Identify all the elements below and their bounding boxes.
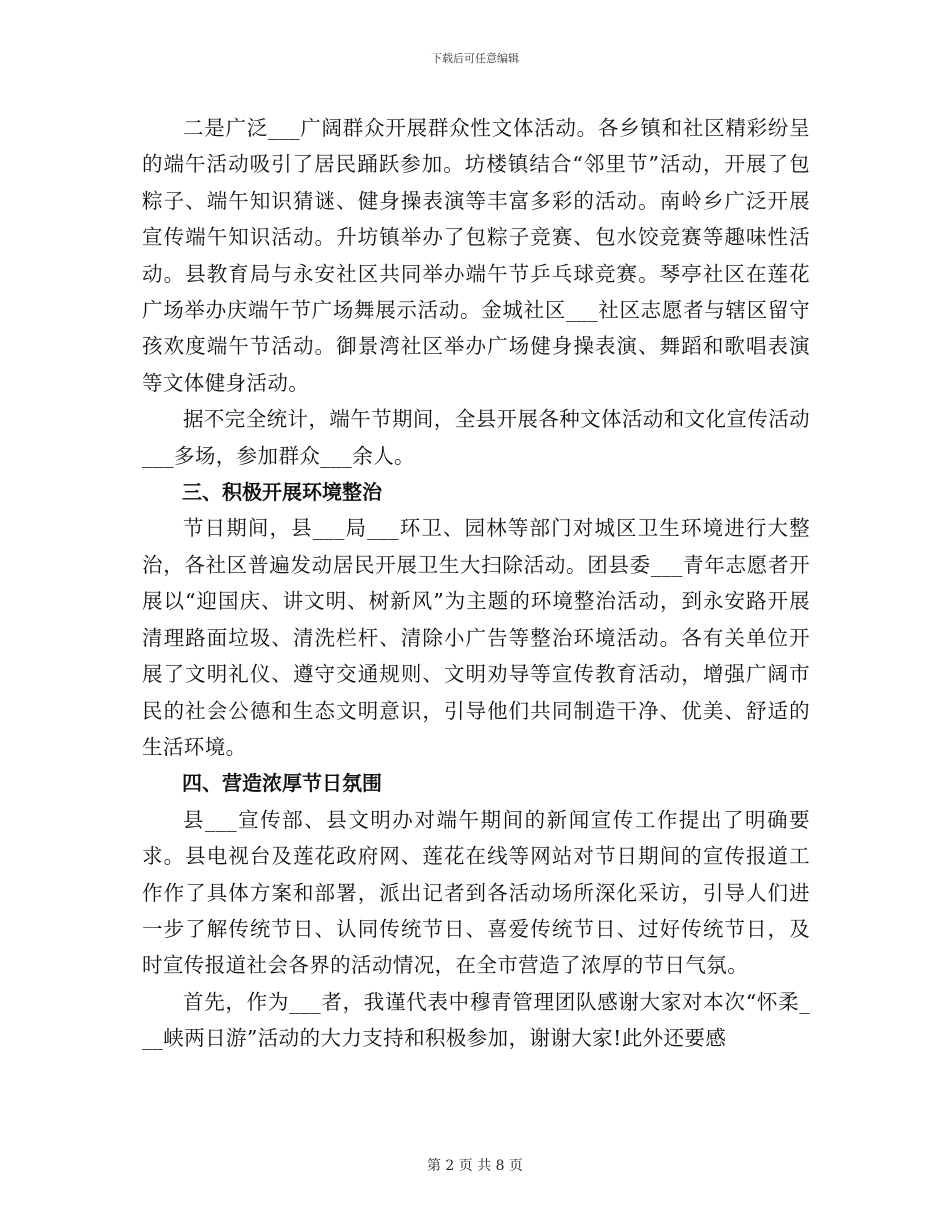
section-heading-atmosphere: 四、营造浓厚节日氛围: [182, 771, 382, 796]
paragraph-thanks: 首先，作为___者，我谨代表中穆青管理团队感谢大家对本次“怀柔___峡两日游”活动的大力支持和积极参加，谢谢大家!此外还要感: [142, 989, 810, 1051]
paragraph-cultural-activities: 二是广泛___广阔群众开展群众性文体活动。各乡镇和社区精彩纷呈的端午活动吸引了居民踊跃参加。坊楼镇结合“邻里节”活动，开展了包粽子、端午知识猜谜、健身操表演等丰富多彩的活动。南岭乡广泛开展宣传端午知识活动。升坊镇举办了包粽子竞赛、包水饺竞赛等趣味性活动。县教育局与永安社区共同举办端午节乒乓球竞赛。琴亭社区在莲花广场举办庆端午节广场舞展示活动。金城社区___社区志愿者与辖区留守孩欢度端午节活动。御景湾社区举办广场健身操表演、舞蹈和歌唱表演等文体健身活动。: [142, 116, 810, 395]
paragraph-environment: 节日期间，县___局___环卫、园林等部门对城区卫生环境进行大整治，各社区普遍发动居民开展卫生大扫除活动。团县委___青年志愿者开展以“迎国庆、讲文明、树新风”为主题的环境整治活动，到永安路开展清理路面垃圾、清洗栏杆、清除小广告等整治环境活动。各有关单位开展了文明礼仪、遵守交通规则、文明劝导等宣传教育活动，增强广阔市民的社会公德和生态文明意识，引导他们共同制造干净、优美、舒适的生活环境。: [142, 516, 810, 759]
paragraph-publicity: 县___宣传部、县文明办对端午期间的新闻宣传工作提出了明确要求。县电视台及莲花政府网、莲花在线等网站对节日期间的宣传报道工作作了具体方案和部署，派出记者到各活动场所深化采访，引导人们进一步了解传统节日、认同传统节日、喜爱传统节日、过好传统节日，及时宣传报道社会各界的活动情况，在全市营造了浓厚的节日气氛。: [142, 807, 810, 978]
document-body: [142, 110, 810, 1057]
section-heading-environment: 三、积极开展环境整治: [182, 480, 382, 505]
page-number: 第 2 页 共 8 页: [426, 1158, 524, 1174]
paragraph-statistics: 据不完全统计，端午节期间，全县开展各种文体活动和文化宣传活动___多场，参加群众___余人。: [142, 407, 810, 468]
page-header: 下载后可任意编辑: [431, 52, 519, 65]
